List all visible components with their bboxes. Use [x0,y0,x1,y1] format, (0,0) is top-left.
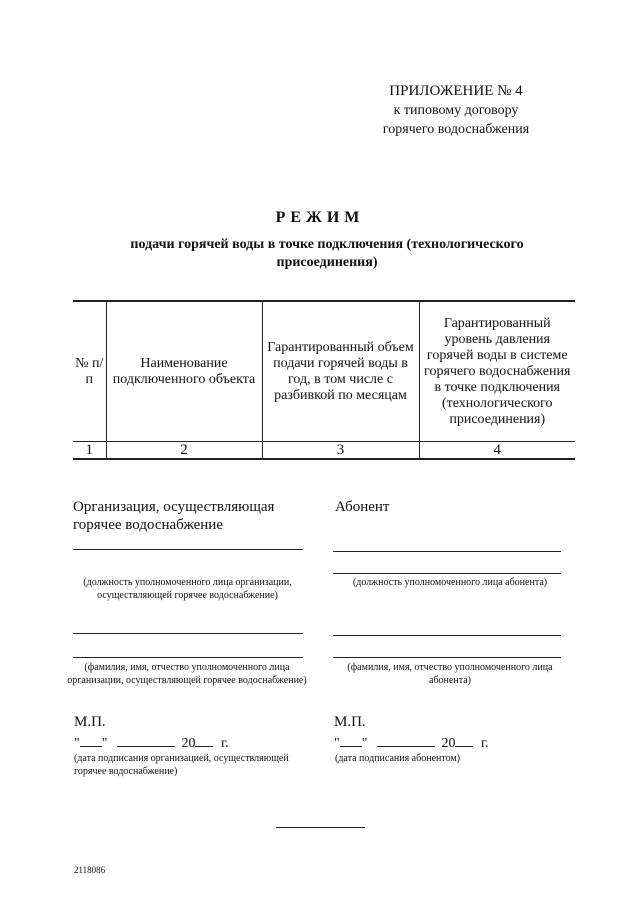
subscriber-line-1 [333,551,561,552]
quote-close: " [361,736,368,751]
document-subtitle: подачи горячей воды в точке подключения (технологического присоединения) [130,237,524,270]
subscriber-position-caption: (должность уполномоченного лица абонента) [352,577,548,588]
table-header-row [73,301,575,442]
organization-name-line-2 [73,657,303,658]
quote-open: " [74,736,80,751]
column-number-cell: 4 [419,442,575,460]
year-suffix: г. [220,736,229,751]
organization-date-caption: (дата подписания организацией, осуществляющей горячее водоснабжение) [74,753,289,777]
header-cell-number: № п/п [73,301,106,442]
appendix-line3: горячего водоснабжения [382,122,530,137]
quote-open: " [334,736,340,751]
bottom-separator [276,827,365,828]
table-row [73,442,575,460]
year-blank [455,733,473,747]
column-number-cell: 3 [262,442,419,460]
organization-position-caption: (должность уполномоченного лица организации, осуществляющей горячее водоснабжение) [83,577,292,601]
month-blank [377,733,435,747]
year-blank [195,733,213,747]
appendix-number: ПРИЛОЖЕНИЕ № 4 [389,83,523,99]
subscriber-position-line [333,573,561,574]
column-number-cell: 1 [73,442,106,460]
header-cell-object: Наименование подключенного объекта [106,301,262,442]
month-blank [117,733,175,747]
year-prefix: 20 [441,736,456,751]
quote-close: " [101,736,108,751]
day-blank [80,733,102,747]
year-prefix: 20 [181,736,196,751]
appendix-header [356,82,556,139]
column-number-cell: 2 [106,442,262,460]
subscriber-date-line [334,733,489,752]
subscriber-seal-label: М.П. [334,714,366,730]
organization-date-line [74,733,229,752]
organization-name-line [73,633,303,634]
header-cell-pressure: Гарантированный уровень давления горячей воды в системе горячего водоснабжения в точке подключения (технологического присоединения) [419,301,575,442]
document-title: РЕЖИМ [275,209,365,226]
subscriber-name-line-2 [333,657,561,658]
organization-name-caption: (фамилия, имя, отчество уполномоченного лица организации, осуществляющей горячее водоснабжение) [67,662,307,686]
organization-heading: Организация, осуществляющая горячее водоснабжение [73,499,275,533]
organization-seal-label: М.П. [74,714,106,730]
regime-table [73,300,575,460]
subscriber-heading: Абонент [335,499,390,515]
appendix-line2: к типовому договору [393,103,519,118]
day-blank [340,733,362,747]
subscriber-date-caption: (дата подписания абонентом) [335,753,461,764]
organization-position-line [73,549,303,550]
header-cell-volume: Гарантированный объем подачи горячей воды в год, в том числе с разбивкой по месяцам [262,301,419,442]
year-suffix: г. [480,736,489,751]
subscriber-name-line [333,635,561,636]
document-code: 2118086 [74,865,106,875]
subscriber-name-caption: (фамилия, имя, отчество уполномоченного лица абонента) [347,662,553,686]
